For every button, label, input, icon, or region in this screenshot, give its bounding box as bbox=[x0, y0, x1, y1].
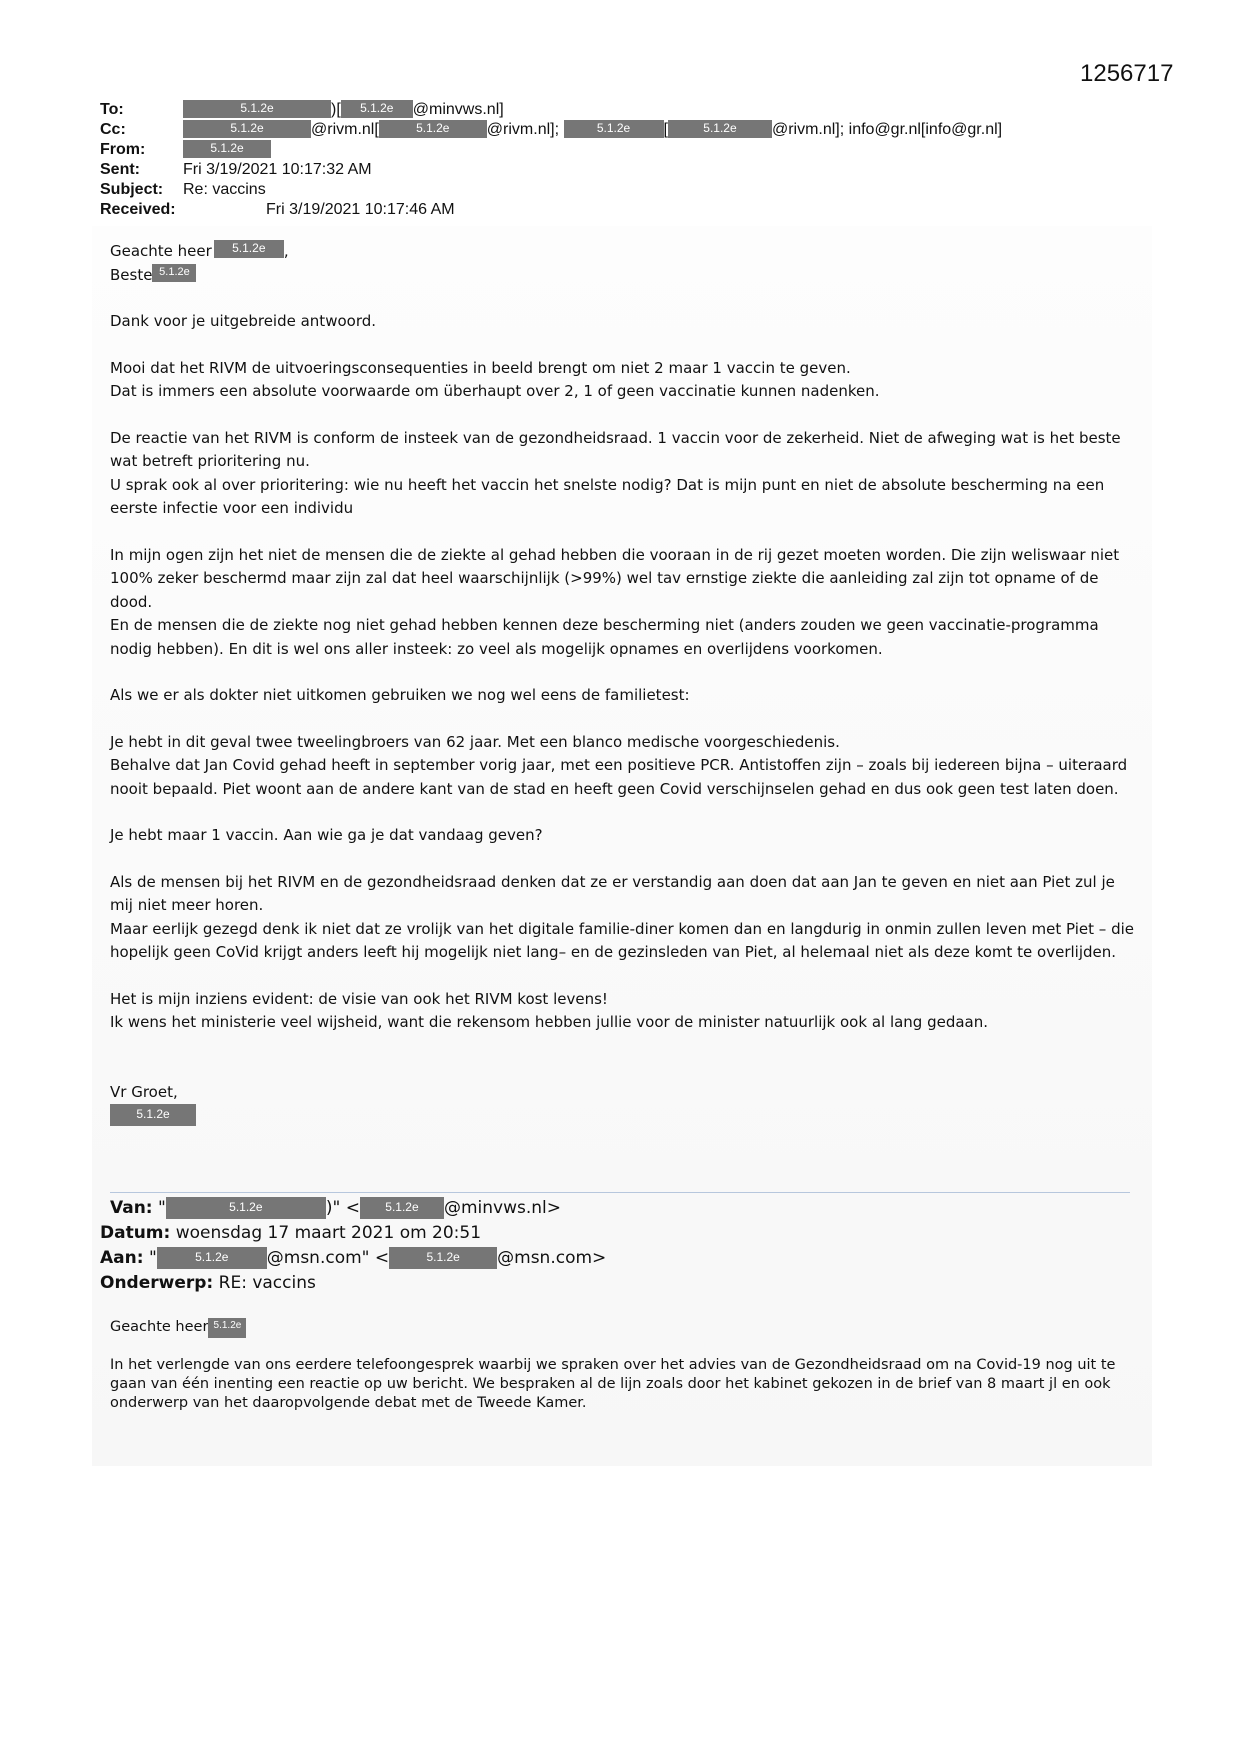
redaction-box: 5.1.2e bbox=[214, 240, 284, 258]
greeting-line-2: Beste 5.1.2e bbox=[110, 264, 1140, 288]
redaction-box: 5.1.2e bbox=[208, 1318, 246, 1338]
cc-address-3: @rivm.nl]; info@gr.nl[info@gr.nl] bbox=[771, 121, 1003, 138]
divider bbox=[110, 1192, 1130, 1193]
subject-value: Re: vaccins bbox=[183, 181, 266, 198]
redaction-box: 5.1.2e bbox=[341, 100, 413, 118]
paragraph: Als we er als dokter niet uitkomen gebruiken we nog wel eens de familietest: bbox=[110, 686, 690, 704]
message-body bbox=[110, 240, 1140, 1128]
closing: Vr Groet, bbox=[110, 1082, 178, 1101]
redaction-box: 5.1.2e bbox=[564, 120, 664, 138]
redaction-box: 5.1.2e bbox=[183, 140, 271, 158]
aan-label: Aan: bbox=[100, 1248, 144, 1268]
aan-row: Aan: " 5.1.2e @msn.com" < 5.1.2e @msn.com> bbox=[100, 1248, 607, 1268]
document-number: 1256717 bbox=[1080, 60, 1174, 87]
paragraph: Je hebt in dit geval twee tweelingbroers van 62 jaar. Met een blanco medische voorgeschiedenis. bbox=[110, 732, 840, 751]
forwarded-paragraph: In het verlengde van ons eerdere telefoongesprek waarbij we spraken over het advies van de Gezondheidsraad om na Covid-19 nog uit te gaan van één inenting een reactie op uw bericht. We bespraken al de lijn zoals door het kabinet gekozen in de brief van 8 maart jl en ook onderwerp van het daaropvolgende debat met de Tweede Kamer. bbox=[110, 1357, 1116, 1411]
to-separator: )[ bbox=[331, 101, 341, 118]
onderwerp-row bbox=[100, 1271, 606, 1296]
datum-label: Datum: bbox=[100, 1223, 171, 1243]
redaction-box: 5.1.2e bbox=[379, 120, 487, 138]
onderwerp-label: Onderwerp: bbox=[100, 1273, 214, 1293]
redaction-box: 5.1.2e bbox=[183, 100, 331, 118]
paragraph: Dank voor je uitgebreide antwoord. bbox=[110, 312, 377, 330]
onderwerp-value: RE: vaccins bbox=[218, 1273, 316, 1293]
paragraph: Ik wens het ministerie veel wijsheid, want die rekensom hebben jullie voor de minister natuurlijk ook al lang gedaan. bbox=[110, 1013, 989, 1031]
sent-label: Sent: bbox=[100, 161, 140, 178]
forwarded-body bbox=[110, 1318, 1140, 1413]
signature bbox=[110, 1104, 1140, 1128]
sent-value: Fri 3/19/2021 10:17:32 AM bbox=[183, 161, 372, 178]
redaction-box: 5.1.2e bbox=[360, 1197, 444, 1219]
van-label: Van: bbox=[110, 1198, 153, 1218]
redaction-box: 5.1.2e bbox=[157, 1247, 267, 1269]
greeting-line-1: Geachte heer 5.1.2e , bbox=[110, 241, 289, 260]
from-label: From: bbox=[100, 141, 146, 158]
redaction-box: 5.1.2e bbox=[183, 120, 311, 138]
redaction-box: 5.1.2e bbox=[110, 1104, 196, 1126]
datum-value: woensdag 17 maart 2021 om 20:51 bbox=[175, 1223, 482, 1243]
redaction-box: 5.1.2e bbox=[166, 1197, 326, 1219]
received-label: Received: bbox=[100, 201, 176, 218]
to-address: @minvws.nl] bbox=[412, 101, 504, 118]
paragraph: En de mensen die de ziekte nog niet gehad hebben kennen deze bescherming niet (anders zouden we geen vaccinatie-programma nodig hebben). En dit is wel ons aller insteek: zo veel als mogelijk opnames en overlijdens voorkomen. bbox=[110, 616, 1099, 658]
paragraph: Behalve dat Jan Covid gehad heeft in september vorig jaar, met een positieve PCR. Antistoffen zijn – zoals bij iedereen bijna – uiteraard nooit bepaald. Piet woont aan de andere kant van de stad en heeft geen Covid verschijnselen gehad en dus ook geen test laten doen. bbox=[110, 756, 1128, 798]
redaction-box: 5.1.2e bbox=[668, 120, 772, 138]
forwarded-greeting: Geachte heer 5.1.2e bbox=[110, 1318, 1140, 1338]
redaction-box: 5.1.2e bbox=[152, 264, 196, 282]
paragraph: U sprak ook al over prioritering: wie nu heeft het vaccin het snelste nodig? Dat is mijn punt en niet de absolute bescherming na een eerste infectie voor een individu bbox=[110, 475, 1105, 517]
aan-address: @msn.com> bbox=[497, 1248, 607, 1268]
paragraph: Als de mensen bij het RIVM en de gezondheidsraad denken dat ze er verstandig aan doen dat aan Jan te geven en niet aan Piet zul je mij niet meer horen. bbox=[110, 872, 1115, 914]
datum-row bbox=[100, 1221, 606, 1246]
paragraph: Maar eerlijk gezegd denk ik niet dat ze vrolijk van het digitale familie-diner komen dan en langdurig in onmin zullen leven met Piet – die hopelijk geen CoVid krijgt anders leeft hij mogelijk niet lang– en de gezinsleden van Piet, al helemaal niet als deze komt te overlijden. bbox=[110, 919, 1134, 961]
cc-bracket: [ bbox=[663, 121, 668, 138]
paragraph: In mijn ogen zijn het niet de mensen die de ziekte al gehad hebben die vooraan in de rij gezet moeten worden. Die zijn weliswaar niet 100% zeker beschermd maar zijn zal dat heel waarschijnlijk (>99%) wel tav ernstige ziekte die aanleiding zal zijn tot opname of de dood. bbox=[110, 545, 1120, 611]
cc-address-2: @rivm.nl]; bbox=[486, 121, 560, 138]
subject-label: Subject: bbox=[100, 181, 164, 198]
redaction-box: 5.1.2e bbox=[389, 1247, 497, 1269]
van-row: Van: " 5.1.2e )" < 5.1.2e @minvws.nl> bbox=[110, 1198, 561, 1218]
to-label: To: bbox=[100, 101, 124, 118]
cc-address-1: @rivm.nl[ bbox=[311, 121, 379, 138]
paragraph: Het is mijn inziens evident: de visie van ook het RIVM kost levens! bbox=[110, 989, 608, 1008]
paragraph: De reactie van het RIVM is conform de insteek van de gezondheidsraad. 1 vaccin voor de zekerheid. Niet de afweging wat is het beste wat betreft prioritering nu. bbox=[110, 428, 1121, 470]
received-value: Fri 3/19/2021 10:17:46 AM bbox=[266, 201, 455, 218]
cc-label: Cc: bbox=[100, 121, 126, 138]
paragraph: Je hebt maar 1 vaccin. Aan wie ga je dat vandaag geven? bbox=[110, 826, 543, 844]
van-address: @minvws.nl> bbox=[443, 1198, 561, 1218]
forwarded-header bbox=[100, 1196, 606, 1296]
paragraph: Dat is immers een absolute voorwaarde om überhaupt over 2, 1 of geen vaccinatie kunnen nadenken. bbox=[110, 382, 880, 400]
paragraph: Mooi dat het RIVM de uitvoeringsconsequenties in beeld brengt om niet 2 maar 1 vaccin te geven. bbox=[110, 358, 851, 377]
